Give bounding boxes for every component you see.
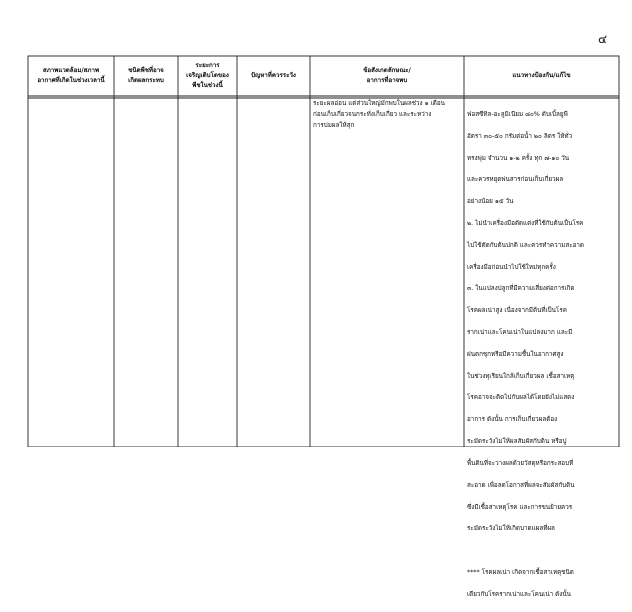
header-problems: ปัญหาที่ควรระวัง (251, 72, 296, 79)
remedy-line: ๓. ในแปลงปลูกที่มีความเสี่ยงต่อการเกิด (467, 285, 575, 293)
page-number: ๔ (598, 32, 608, 46)
remedy-line: อัตรา ๓๐-๕๐ กรัมต่อน้ำ ๒๐ ลิตร ให้ทั่ว (467, 132, 573, 140)
remedy-line: พื้นดินที่จะวางผลด้วยวัสดุหรือกระสอบที่ (467, 459, 574, 467)
remedy-line: เดียวกับโรครากเน่าและโคนเน่า ดังนั้น (467, 590, 571, 598)
remedy-line: ซึ่งมีเชื้อสาเหตุโรค และการขนย้ายควร (467, 503, 573, 511)
remedy-line: เครื่องมือก่อนนำไปใช้ใหม่ทุกครั้ง (467, 263, 556, 271)
header-remedy: แนวทางป้องกัน/แก้ไข (512, 72, 571, 79)
remedy-text (467, 99, 619, 612)
remedy-line: โรคผลเน่าสูง เนื่องจากมีต้นที่เป็นโรค (467, 307, 567, 315)
remedy-line: ระมัดระวังไม่ให้ผลสัมผัสกับดิน หรือปู (467, 438, 567, 446)
remedy-line: อาการ ดังนั้น การเก็บเกี่ยวผลต้อง (467, 416, 558, 424)
remedy-line: และควรหยุดพ่นสารก่อนเก็บเกี่ยวผล (467, 176, 564, 184)
remedy-line: รากเน่าและโคนเน่าในแปลงมาก และมี (467, 329, 573, 337)
remedy-line: ๒. ไม่นำเครื่องมือตัดแต่งที่ใช้กับต้นเป็นโรค (467, 219, 584, 227)
remedy-line: **** โรคผลเน่า เกิดจากเชื้อสาเหตุชนิด (467, 568, 574, 576)
header-growth-stage: ระยะการ เจริญเติบโตของ พืชในช่วงนี้ (186, 62, 229, 89)
remedy-line: สะอาด เพื่อลดโอกาสที่ผลจะสัมผัสกับดิน (467, 481, 575, 489)
remedy-line: ฝนตกชุกหรือมีความชื้นในอากาศสูง (467, 350, 564, 358)
remedy-line: ฟอสซีทิล-อะลูมิเนียม ๘๐% ดับเบิ้ลยูพี (467, 110, 568, 118)
header-environment: สภาพแวดล้อม/สภาพ อากาศที่เกิดในช่วงเวลานี้ (37, 67, 105, 84)
header-crop-type: ชนิดพืชที่อาจ เกิดผลกระทบ (128, 67, 164, 84)
remedy-line: ทรงพุ่ม จำนวน ๑-๒ ครั้ง ทุก ๗-๑๐ วัน (467, 154, 570, 162)
symptoms-text: ระยะผลอ่อน แต่ส่วนใหญ่มักพบในผลช่วง ๑ เดือน ก่อนเก็บเกี่ยวจนกระทั่งเก็บเกี่ยว และระหว่าง การบ่มผลให้สุก (313, 100, 445, 129)
remedy-line: ในช่วงทุเรียนใกล้เก็บเกี่ยวผล เชื้อสาเหตุ (467, 372, 575, 380)
remedy-line: อย่างน้อย ๑๕ วัน (467, 198, 514, 206)
remedy-line (467, 546, 619, 557)
remedy-line: โรคอาจจะติดไปกับผลได้โดยยังไม่แสดง (467, 394, 575, 402)
remedy-line: ไปใช้ตัดกับต้นปกติ และควรทำความสะอาด (467, 241, 584, 249)
header-symptoms: ข้อสังเกตลักษณะ/ อาการที่อาจพบ (363, 67, 411, 84)
remedy-line: ระมัดระวังไม่ให้เกิดบาดแผลที่ผล (467, 525, 555, 533)
